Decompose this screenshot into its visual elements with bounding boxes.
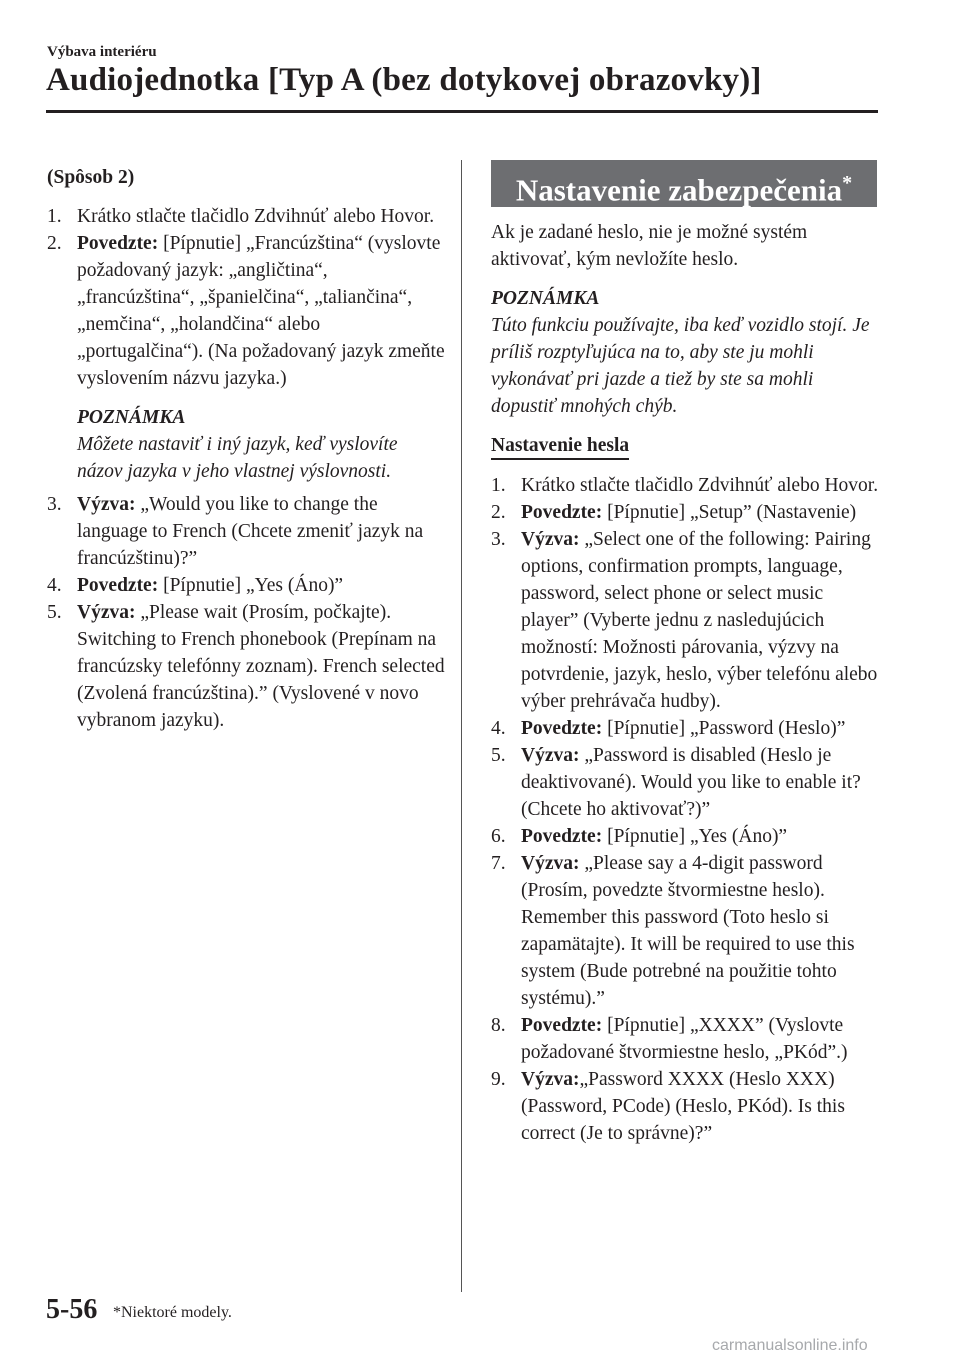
watermark: carmanualsonline.info [712, 1337, 868, 1354]
step-label: Povedzte: [521, 718, 603, 739]
step-label: Povedzte: [521, 1015, 603, 1036]
password-heading: Nastavenie hesla [491, 433, 629, 460]
step-content: [Pípnutie] „Francúzština“ (vyslovte požadovaný jazyk: „angličtina“, „francúzština“, „španielčina“, „taliančina“, „nemčina“, „holandčina“ alebo „portugalčina“). (Na požadovaný jazyk zmeňte vyslovením názvu jazyka.) [77, 233, 445, 389]
step-label: Povedzte: [77, 233, 159, 254]
step-text [521, 823, 881, 850]
step-content: „Password XXXX (Heslo XXX) (Password, PCode) (Heslo, PKód). Is this correct (Je to správne)?” [521, 1069, 845, 1144]
note-title: POZNÁMKA [77, 407, 186, 428]
step-label: Povedzte: [521, 826, 603, 847]
list-item [47, 599, 447, 734]
step-text [521, 1012, 881, 1066]
left-steps [47, 203, 447, 392]
list-item [491, 823, 881, 850]
step-label: Povedzte: [521, 502, 603, 523]
step-content: „Password is disabled (Heslo je deaktivované). Would you like to enable it? (Chcete ho aktivovať?)” [521, 745, 861, 820]
step-number: 6. [491, 826, 506, 847]
step-text [521, 499, 881, 526]
step-number: 3. [47, 494, 62, 515]
step-number: 9. [491, 1069, 506, 1090]
step-text [521, 1066, 881, 1147]
step-number: 4. [491, 718, 506, 739]
step-number: 5. [491, 745, 506, 766]
column-divider [461, 160, 462, 1292]
step-label: Výzva: [77, 602, 136, 623]
section-banner [491, 160, 877, 207]
step-number: 2. [47, 233, 62, 254]
step-content: „Would you like to change the language to French (Chcete zmeniť jazyk na francúzštinu)?” [77, 494, 424, 569]
right-steps [491, 472, 881, 1147]
header-rule [46, 110, 878, 113]
note-text: Túto funkciu používajte, iba keď vozidlo stojí. Je príliš rozptyľujúca na to, aby ste ju mohli vykonávať pri jazde a tiež by ste sa mohli dopustiť mnohých chýb. [491, 315, 870, 417]
step-number: 2. [491, 502, 506, 523]
list-item [47, 572, 447, 599]
note-box [491, 285, 881, 420]
step-content: Krátko stlačte tlačidlo Zdvihnúť alebo Hovor. [521, 475, 879, 496]
note-title: POZNÁMKA [491, 288, 600, 309]
step-label: Výzva: [77, 494, 136, 515]
step-content: [Pípnutie] „Password (Heslo)” [602, 718, 846, 739]
step-content: Krátko stlačte tlačidlo Zdvihnúť alebo Hovor. [77, 206, 435, 227]
step-label: Výzva: [521, 745, 580, 766]
step-number: 5. [47, 602, 62, 623]
left-column [47, 164, 447, 734]
right-column [491, 160, 881, 1147]
list-item [491, 472, 881, 499]
step-text [77, 203, 447, 230]
step-label: Povedzte: [77, 575, 159, 596]
step-text [77, 599, 447, 734]
step-content: [Pípnutie] „Setup” (Nastavenie) [602, 502, 857, 523]
method-heading: (Spôsob 2) [47, 167, 135, 188]
step-number: 4. [47, 575, 62, 596]
step-text [521, 850, 881, 1012]
intro-text: Ak je zadané heslo, nie je možné systém aktivovať, kým nevložíte heslo. [491, 222, 808, 270]
list-item [491, 742, 881, 823]
list-item [47, 203, 447, 230]
step-label: Výzva: [521, 853, 580, 874]
step-text [521, 526, 881, 715]
step-content: „Please say a 4-digit password (Prosím, povedzte štvormiestne heslo). Remember this password (Toto heslo si zapamätajte). It will be required to use this system (Bude potrebné na použitie tohto systému).” [521, 853, 855, 1009]
step-text [521, 715, 881, 742]
step-label: Výzva: [521, 1069, 580, 1090]
step-text [77, 230, 447, 392]
list-item [491, 1012, 881, 1066]
note-box [77, 404, 447, 485]
step-number: 7. [491, 853, 506, 874]
step-text [521, 472, 881, 499]
step-content: [Pípnutie] „Yes (Áno)” [158, 575, 344, 596]
step-number: 8. [491, 1015, 506, 1036]
list-item [491, 1066, 881, 1147]
step-content: „Select one of the following: Pairing options, confirmation prompts, language, password, select phone or select music player” (Vyberte jednu z nasledujúcich možností: Možnosti párovania, výzvy na potvrdenie, jazyk, heslo, výber telefónu alebo výber prehrávača hudby). [521, 529, 878, 712]
list-item [491, 850, 881, 1012]
step-content: „Please wait (Prosím, počkajte). Switching to French phonebook (Prepínam na francúzsky telefónny zoznam). French selected (Zvolená francúzština).” (Vyslovené v novo vybranom jazyku). [77, 602, 445, 731]
step-content: [Pípnutie] „Yes (Áno)” [602, 826, 788, 847]
step-text [77, 491, 447, 572]
list-item [47, 230, 447, 392]
step-number: 1. [47, 206, 62, 227]
list-item [47, 491, 447, 572]
step-content: [Pípnutie] „XXXX” (Vyslovte požadované štvormiestne heslo, „PKód”.) [521, 1015, 848, 1063]
left-steps-continued [47, 491, 447, 734]
step-text [77, 572, 447, 599]
page-title: Audiojednotka [Typ A (bez dotykovej obrazovky)] [46, 62, 762, 98]
list-item [491, 715, 881, 742]
list-item [491, 526, 881, 715]
page-number: 5-56 [46, 1294, 98, 1325]
section-label: Výbava interiéru [47, 44, 157, 60]
section-banner-title: Nastavenie zabezpečenia [515, 172, 843, 208]
note-text: Môžete nastaviť i iný jazyk, keď vyslovíte názov jazyka v jeho vlastnej výslovnosti. [77, 434, 398, 482]
step-label: Výzva: [521, 529, 580, 550]
step-text [521, 742, 881, 823]
step-number: 1. [491, 475, 506, 496]
model-asterisk: * [842, 172, 853, 194]
list-item [491, 499, 881, 526]
step-number: 3. [491, 529, 506, 550]
footnote: *Niektoré modely. [113, 1304, 232, 1321]
